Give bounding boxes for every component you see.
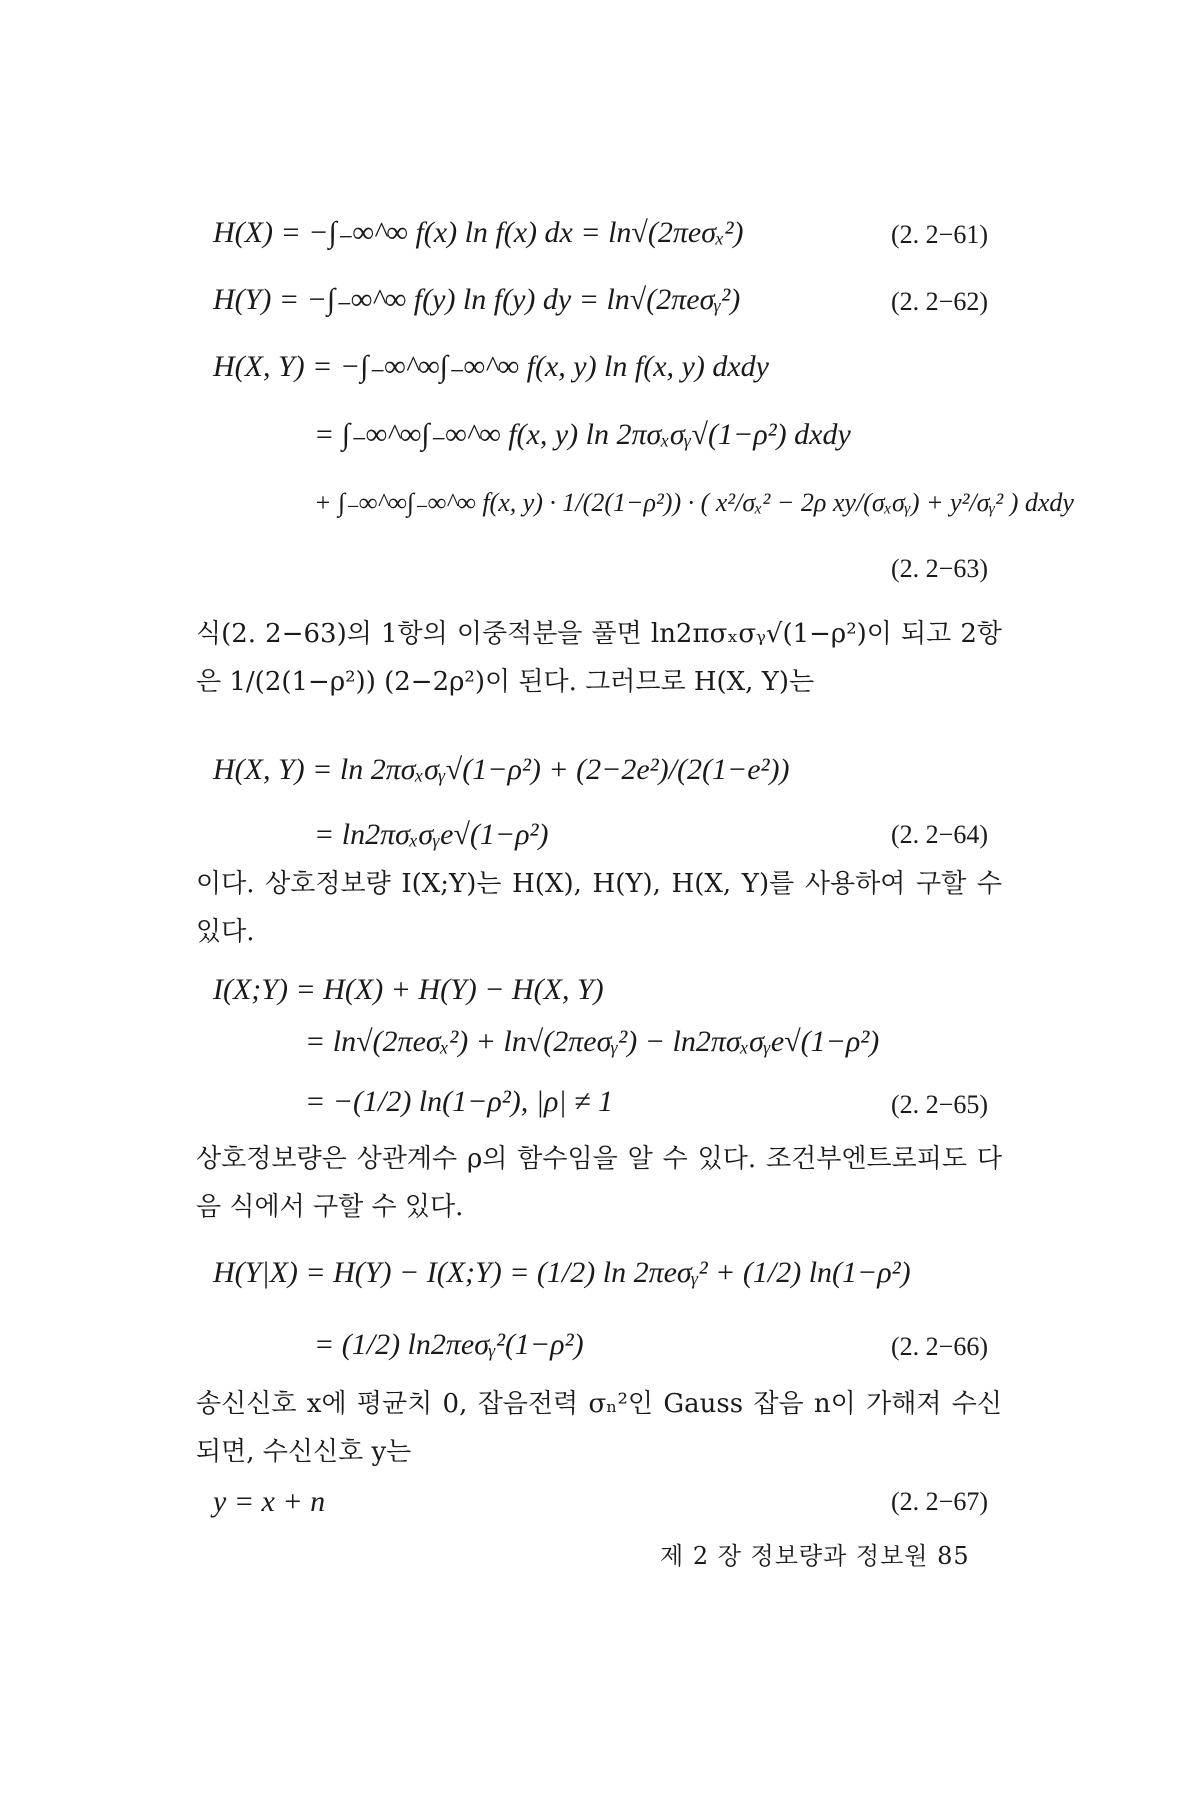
equation-number: (2. 2−64)	[891, 820, 988, 849]
equation-mutual-information: I(X;Y) = H(X) + H(Y) − H(X, Y)	[213, 973, 604, 1006]
equation-number: (2. 2−63)	[891, 554, 988, 583]
equation-conditional-entropy: H(Y|X) = H(Y) − I(X;Y) = (1/2) ln 2πeσᵧ² + (1/2) ln(1−ρ²)	[213, 1256, 911, 1289]
equation-continuation: + ∫₋∞^∞∫₋∞^∞ f(x, y) · 1/(2(1−ρ²)) · ( x²/σₓ² − 2ρ xy/(σₓσᵧ) + y²/σᵧ² ) dxdy	[314, 488, 1074, 517]
equation-joint-entropy: H(X, Y) = −∫₋∞^∞∫₋∞^∞ f(x, y) ln f(x, y) dxdy	[213, 350, 769, 383]
body-paragraph: 식(2. 2−63)의 1항의 이중적분을 풀면 ln2πσₓσᵧ√(1−ρ²)이 되고 2항은 1/(2(1−ρ²)) (2−2ρ²)이 된다. 그러므로 H(X, Y)는	[196, 619, 1002, 697]
equation-2-2-61: H(X) = −∫₋∞^∞ f(x) ln f(x) dx = ln√(2πeσₓ²)	[213, 216, 744, 249]
body-paragraph: 송신신호 x에 평균치 0, 잡음전력 σₙ²인 Gauss 잡음 n이 가해져 수신되면, 수신신호 y는	[196, 1389, 1002, 1467]
body-paragraph: 이다. 상호정보량 I(X;Y)는 H(X), H(Y), H(X, Y)를 사용하여 구할 수 있다.	[196, 869, 1002, 947]
equation-continuation: = ln√(2πeσₓ²) + ln√(2πeσᵧ²) − ln2πσₓσᵧe√(1−ρ²)	[305, 1025, 880, 1058]
equation-continuation: = (1/2) ln2πeσᵧ²(1−ρ²)	[314, 1328, 584, 1361]
equation-continuation: = −(1/2) ln(1−ρ²), |ρ| ≠ 1	[305, 1085, 614, 1118]
equation-2-2-64-line1: H(X, Y) = ln 2πσₓσᵧ√(1−ρ²) + (2−2e²)/(2(1−e²))	[213, 753, 790, 786]
equation-number: (2. 2−65)	[891, 1090, 988, 1119]
equation-number: (2. 2−66)	[891, 1332, 988, 1361]
equation-continuation: = ∫₋∞^∞∫₋∞^∞ f(x, y) ln 2πσₓσᵧ√(1−ρ²) dxdy	[314, 418, 851, 451]
equation-2-2-67: y = x + n	[213, 1485, 326, 1518]
body-paragraph: 상호정보량은 상관계수 ρ의 함수임을 알 수 있다. 조건부엔트로피도 다음 식에서 구할 수 있다.	[196, 1144, 1002, 1222]
equation-continuation: = ln2πσₓσᵧe√(1−ρ²)	[314, 818, 549, 851]
equation-number: (2. 2−61)	[891, 220, 988, 249]
page-footer: 제 2 장 정보량과 정보원 85	[660, 1542, 970, 1570]
equation-2-2-62: H(Y) = −∫₋∞^∞ f(y) ln f(y) dy = ln√(2πeσᵧ²)	[213, 283, 741, 316]
equation-number: (2. 2−62)	[891, 287, 988, 316]
equation-number: (2. 2−67)	[891, 1487, 988, 1516]
